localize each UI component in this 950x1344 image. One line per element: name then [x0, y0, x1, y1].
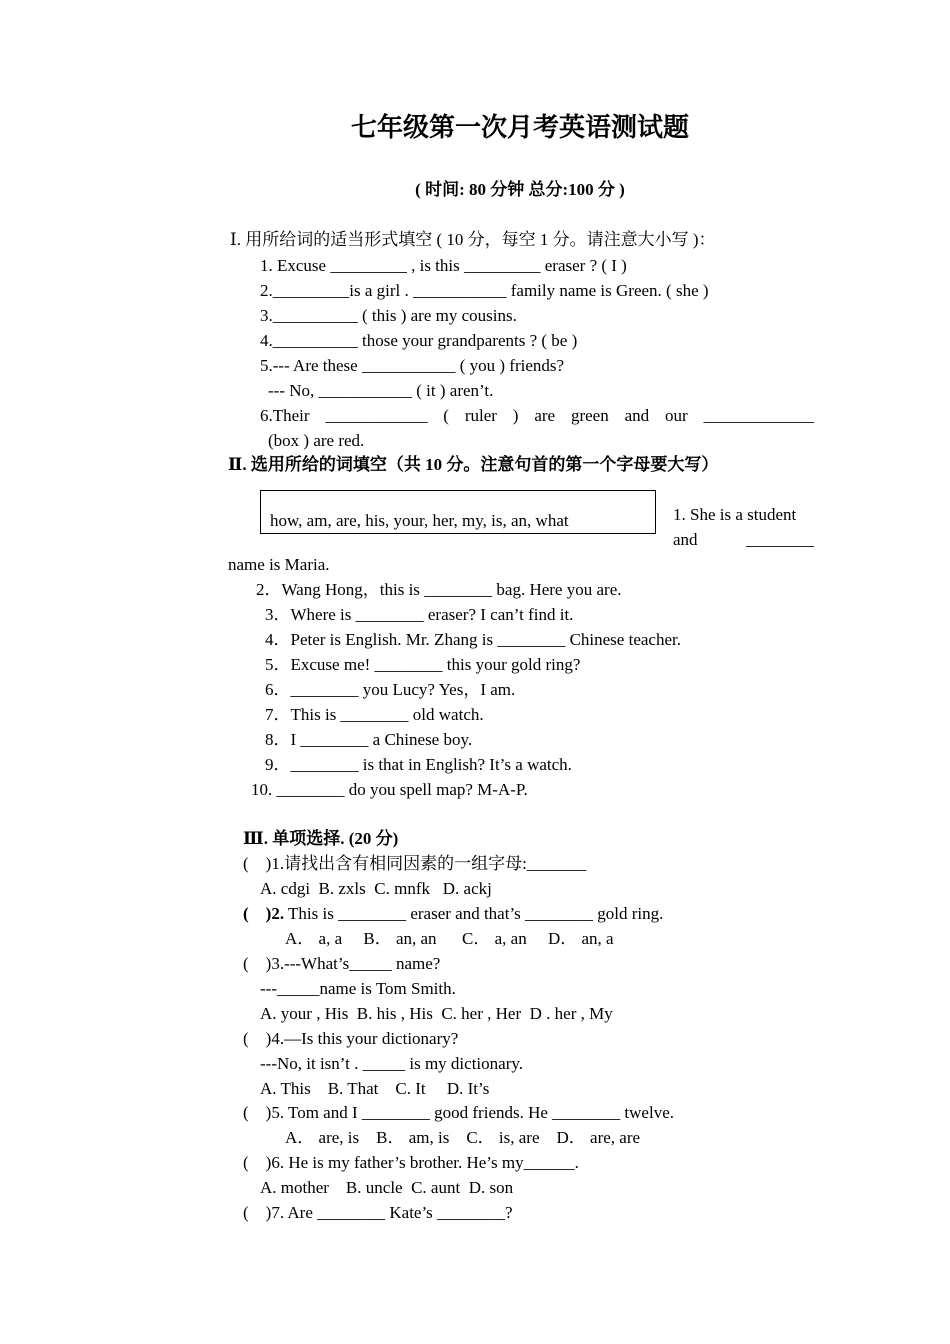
word: )	[512, 406, 519, 425]
section-1-question-2: 2._________is a girl . ___________ family name is Green. ( she )	[260, 281, 709, 300]
section-2-question-10: 10. ________ do you spell map? M-A-P.	[251, 780, 528, 799]
word: and	[624, 406, 650, 425]
section-1-heading: Ⅰ. 用所给词的适当形式填空 ( 10 分，每空 1 分。请注意大小写 )：	[230, 230, 716, 249]
section-1-question-3: 3.__________ ( this ) are my cousins.	[260, 306, 517, 325]
word: (	[443, 406, 449, 425]
section-2-question-2: 2．Wang Hong，this is ________ bag. Here you are.	[256, 580, 622, 599]
question-text: This is ________ eraser and that’s ________ gold ring.	[284, 904, 664, 923]
blank: ____________	[325, 406, 428, 425]
section-3-question-2-options: A． a, a B． an, an C． a, an D． an, a	[285, 929, 614, 948]
section-3-heading: Ⅲ. 单项选择. (20 分)	[243, 829, 399, 848]
section-3-question-6-options: A. mother B. uncle C. aunt D. son	[260, 1178, 514, 1197]
section-1-question-5-answer: --- No, ___________ ( it ) aren’t.	[268, 381, 494, 400]
section-2-question-9: 9．________ is that in English? It’s a watch.	[265, 755, 572, 774]
section-3-question-5: ( )5. Tom and I ________ good friends. He ________ twelve.	[243, 1103, 674, 1122]
section-2-question-4: 4．Peter is English. Mr. Zhang is ________ Chinese teacher.	[265, 630, 681, 649]
section-3-question-2	[243, 902, 663, 926]
section-2-question-1: 1. She is a student	[673, 505, 797, 524]
section-3-question-5-options: A． are, is B． am, is C． is, are D． are, are	[285, 1128, 641, 1147]
word-bank: how, am, are, his, your, her, my, is, an, what	[270, 511, 569, 530]
section-3-question-3-options: A. your , His B. his , His C. her , Her D . her , My	[260, 1004, 613, 1023]
section-2-question-6: 6．________ you Lucy? Yes，I am.	[265, 680, 516, 699]
section-3-question-4-line-2: ---No, it isn’t . _____ is my dictionary.	[260, 1054, 524, 1073]
section-1-question-1: 1. Excuse _________ , is this _________ eraser ? ( I )	[260, 256, 627, 275]
section-2-question-1-continued: name is Maria.	[228, 555, 330, 574]
section-2-question-8: 8．I ________ a Chinese boy.	[265, 730, 473, 749]
blank: ________	[746, 530, 814, 549]
word: 6.Their	[260, 406, 310, 425]
word: and	[673, 530, 698, 549]
section-3-question-1: ( )1.请找出含有相同因素的一组字母:_______	[243, 854, 587, 873]
section-2-question-3: 3．Where is ________ eraser? I can’t find it.	[265, 605, 574, 624]
section-2-question-1-line-2	[673, 528, 814, 552]
word: ruler	[464, 406, 497, 425]
section-3-question-4: ( )4.—Is this your dictionary?	[243, 1029, 459, 1048]
section-3-question-7: ( )7. Are ________ Kate’s ________?	[243, 1203, 513, 1222]
section-2-heading: Ⅱ. 选用所给的词填空（共 10 分。注意句首的第一个字母要大写）	[228, 455, 719, 474]
word: are	[534, 406, 556, 425]
section-3-question-1-options: A. cdgi B. zxls C. mnfk D. ackj	[260, 879, 492, 898]
question-number: ( )2.	[243, 904, 285, 923]
exam-title: 七年级第一次月考英语测试题	[350, 113, 689, 142]
word-bank-box	[260, 490, 656, 534]
section-1-question-6-continued: (box ) are red.	[268, 431, 365, 450]
exam-subtitle: ( 时间: 80 分钟 总分:100 分 )	[415, 180, 625, 199]
section-2-question-5: 5．Excuse me! ________ this your gold ring?	[265, 655, 581, 674]
section-1-question-4: 4.__________ those your grandparents ? ( be )	[260, 331, 578, 350]
section-3-question-3: ( )3.---What’s_____ name?	[243, 954, 441, 973]
section-3-question-4-options: A. This B. That C. It D. It’s	[260, 1079, 490, 1098]
section-1-question-5: 5.--- Are these ___________ ( you ) friends?	[260, 356, 565, 375]
word: green	[570, 406, 609, 425]
section-3-question-3-line-2: ---_____name is Tom Smith.	[260, 979, 456, 998]
blank: _____________	[703, 406, 814, 425]
section-2-question-7: 7．This is ________ old watch.	[265, 705, 484, 724]
section-1-question-6	[260, 404, 814, 428]
section-3-question-6: ( )6. He is my father’s brother. He’s my______.	[243, 1153, 579, 1172]
word: our	[664, 406, 688, 425]
